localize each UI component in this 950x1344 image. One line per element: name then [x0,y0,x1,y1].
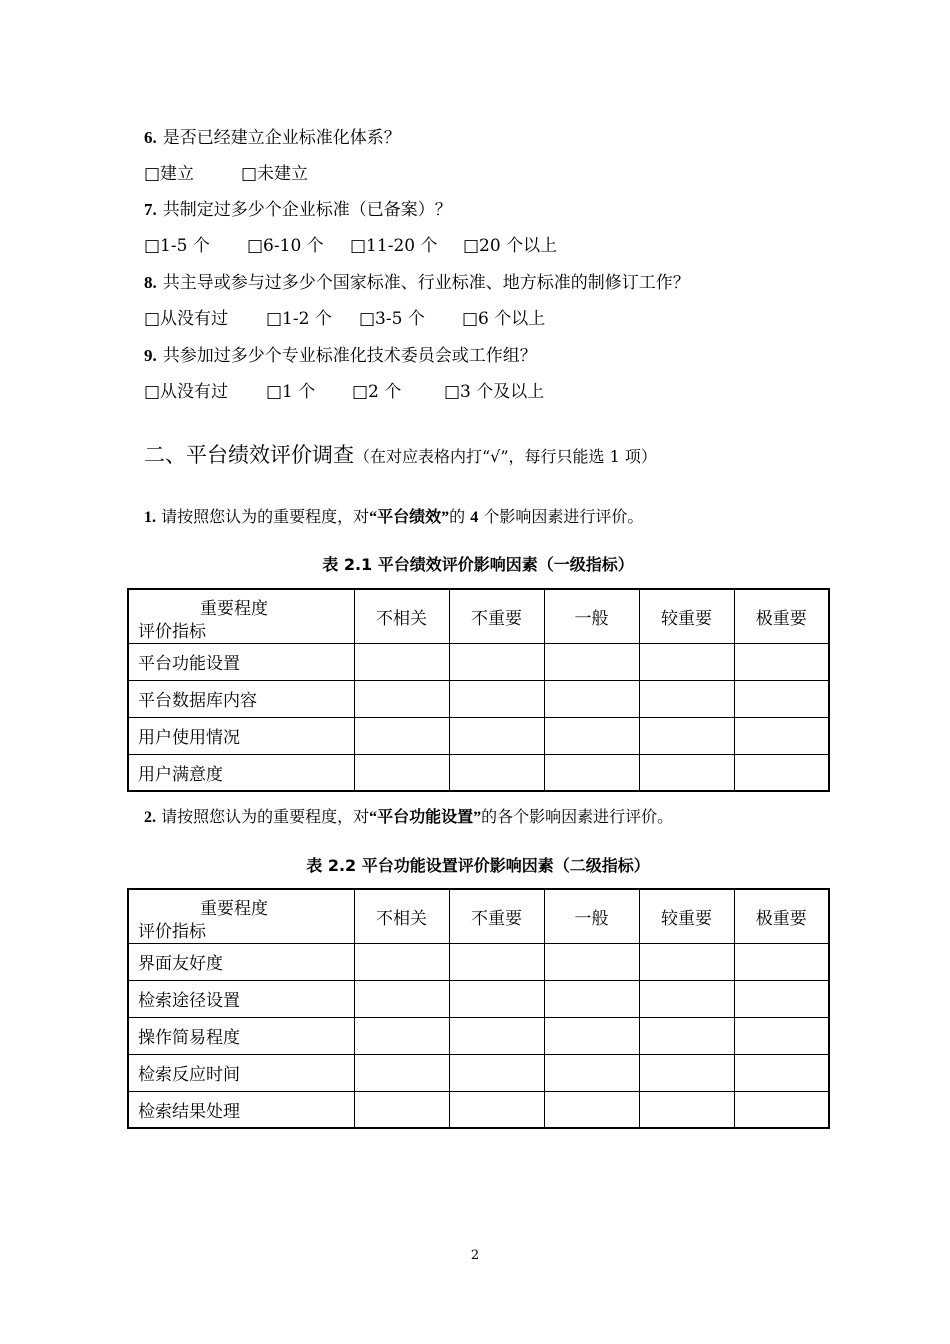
rating-cell[interactable] [354,980,449,1017]
row-label: 检索反应时间 [128,1054,354,1091]
table-row [128,943,829,980]
rating-cell[interactable] [354,717,449,754]
instruction-quoted: “平台绩效” [369,509,450,526]
instruction-quoted: “平台功能设置” [369,809,482,826]
table-row [128,754,829,791]
evaluation-table-1 [127,588,830,792]
instruction-text: 请按照您认为的重要程度，对 [161,507,370,526]
rating-cell[interactable] [354,643,449,680]
rating-cell[interactable] [639,980,734,1017]
option-checkbox[interactable]: □从没有过 [144,309,229,329]
rating-cell[interactable] [544,1054,639,1091]
instruction-text: 个影响因素进行评价。 [483,507,644,526]
rating-cell[interactable] [734,680,829,717]
rating-cell[interactable] [449,754,544,791]
instruction-1 [144,507,643,528]
question-9 [144,346,537,366]
table-caption: 表 2.1 平台绩效评价影响因素（一级指标） [322,555,634,574]
table-row [128,1017,829,1054]
column-header: 不重要 [449,589,544,643]
header-importance-label: 重要程度 [200,899,268,920]
row-label: 检索结果处理 [128,1091,354,1128]
header-indicator-label: 评价指标 [138,922,206,943]
instruction-text: 的各个影响因素进行评价。 [481,807,674,826]
column-header: 一般 [544,889,639,943]
rating-cell[interactable] [639,680,734,717]
rating-cell[interactable] [544,980,639,1017]
question-text: 共制定过多少个企业标准（已备案）？ [162,200,452,220]
row-label: 平台功能设置 [128,643,354,680]
rating-cell[interactable] [639,754,734,791]
option-checkbox[interactable]: □1-5 个 [144,236,210,256]
header-corner-cell [128,589,354,643]
question-text: 是否已经建立企业标准化体系？ [162,128,401,148]
column-header: 不重要 [449,889,544,943]
question-7 [144,200,452,220]
rating-cell[interactable] [354,754,449,791]
section-note: （在对应表格内打“√”，每行只能选 1 项） [354,447,657,466]
row-label: 用户使用情况 [128,717,354,754]
table-header-row [128,589,829,643]
rating-cell[interactable] [544,1017,639,1054]
option-checkbox[interactable]: □未建立 [241,164,309,184]
rating-cell[interactable] [449,980,544,1017]
header-importance-label: 重要程度 [200,599,268,620]
column-header: 极重要 [734,889,829,943]
column-header: 较重要 [639,889,734,943]
table-row [128,1091,829,1128]
rating-cell[interactable] [544,943,639,980]
rating-cell[interactable] [734,980,829,1017]
column-header: 不相关 [354,889,449,943]
table-caption: 表 2.2 平台功能设置评价影响因素（二级指标） [306,856,650,875]
question-text: 共参加过多少个专业标准化技术委员会或工作组？ [162,346,537,366]
question-number: 8. [144,273,157,292]
option-checkbox[interactable]: □1-2 个 [266,309,332,329]
table-row [128,980,829,1017]
rating-cell[interactable] [734,1017,829,1054]
rating-cell[interactable] [544,680,639,717]
rating-cell[interactable] [449,680,544,717]
rating-cell[interactable] [354,1054,449,1091]
rating-cell[interactable] [449,1017,544,1054]
rating-cell[interactable] [544,1091,639,1128]
rating-cell[interactable] [639,1091,734,1128]
question-number: 9. [144,346,157,365]
table-row [128,1054,829,1091]
row-label: 检索途径设置 [128,980,354,1017]
header-indicator-label: 评价指标 [138,622,206,643]
option-checkbox[interactable]: □从没有过 [144,382,229,402]
instruction-number: 2. [144,809,156,826]
section-heading [144,442,657,470]
instruction-number: 1. [144,509,156,526]
rating-cell[interactable] [449,943,544,980]
rating-cell[interactable] [449,1091,544,1128]
option-checkbox[interactable]: □建立 [144,164,195,184]
evaluation-table-2 [127,888,830,1129]
option-checkbox[interactable]: □3 个及以上 [444,382,545,402]
table-row [128,643,829,680]
rating-cell[interactable] [734,754,829,791]
rating-cell[interactable] [734,643,829,680]
rating-cell[interactable] [734,717,829,754]
question-text: 共主导或参与过多少个国家标准、行业标准、地方标准的制修订工作？ [162,273,690,293]
rating-cell[interactable] [639,643,734,680]
rating-cell[interactable] [354,1017,449,1054]
rating-cell[interactable] [639,717,734,754]
rating-cell[interactable] [354,680,449,717]
table-row [128,680,829,717]
option-checkbox[interactable]: □20 个以上 [463,236,558,256]
rating-cell[interactable] [639,1017,734,1054]
option-checkbox[interactable]: □11-20 个 [350,236,438,256]
option-checkbox[interactable]: □6 个以上 [462,309,546,329]
option-checkbox[interactable]: □1 个 [266,382,316,402]
rating-cell[interactable] [544,754,639,791]
table-header-row [128,889,829,943]
row-label: 用户满意度 [128,754,354,791]
rating-cell[interactable] [639,943,734,980]
rating-cell[interactable] [544,643,639,680]
rating-cell[interactable] [449,643,544,680]
question-number: 7. [144,200,157,219]
row-label: 操作简易程度 [128,1017,354,1054]
instruction-text: 请按照您认为的重要程度，对 [161,807,370,826]
table-row [128,717,829,754]
column-header: 一般 [544,589,639,643]
rating-cell[interactable] [449,1054,544,1091]
rating-cell[interactable] [449,717,544,754]
question-6 [144,128,401,148]
rating-cell[interactable] [734,943,829,980]
instruction-2 [144,807,673,828]
section-title: 二、平台绩效评价调查 [144,443,354,467]
option-checkbox[interactable]: □3-5 个 [359,309,425,329]
column-header: 较重要 [639,589,734,643]
question-number: 6. [144,128,157,147]
column-header: 不相关 [354,589,449,643]
rating-cell[interactable] [734,1091,829,1128]
column-header: 极重要 [734,589,829,643]
rating-cell[interactable] [734,1054,829,1091]
rating-cell[interactable] [354,1091,449,1128]
page-number: 2 [470,1248,480,1263]
instruction-count: 4 [470,509,479,526]
row-label: 界面友好度 [128,943,354,980]
option-checkbox[interactable]: □6-10 个 [247,236,324,256]
instruction-text: 的 [449,507,466,526]
rating-cell[interactable] [544,717,639,754]
option-checkbox[interactable]: □2 个 [352,382,402,402]
rating-cell[interactable] [354,943,449,980]
question-8 [144,273,690,293]
rating-cell[interactable] [639,1054,734,1091]
header-corner-cell [128,889,354,943]
row-label: 平台数据库内容 [128,680,354,717]
